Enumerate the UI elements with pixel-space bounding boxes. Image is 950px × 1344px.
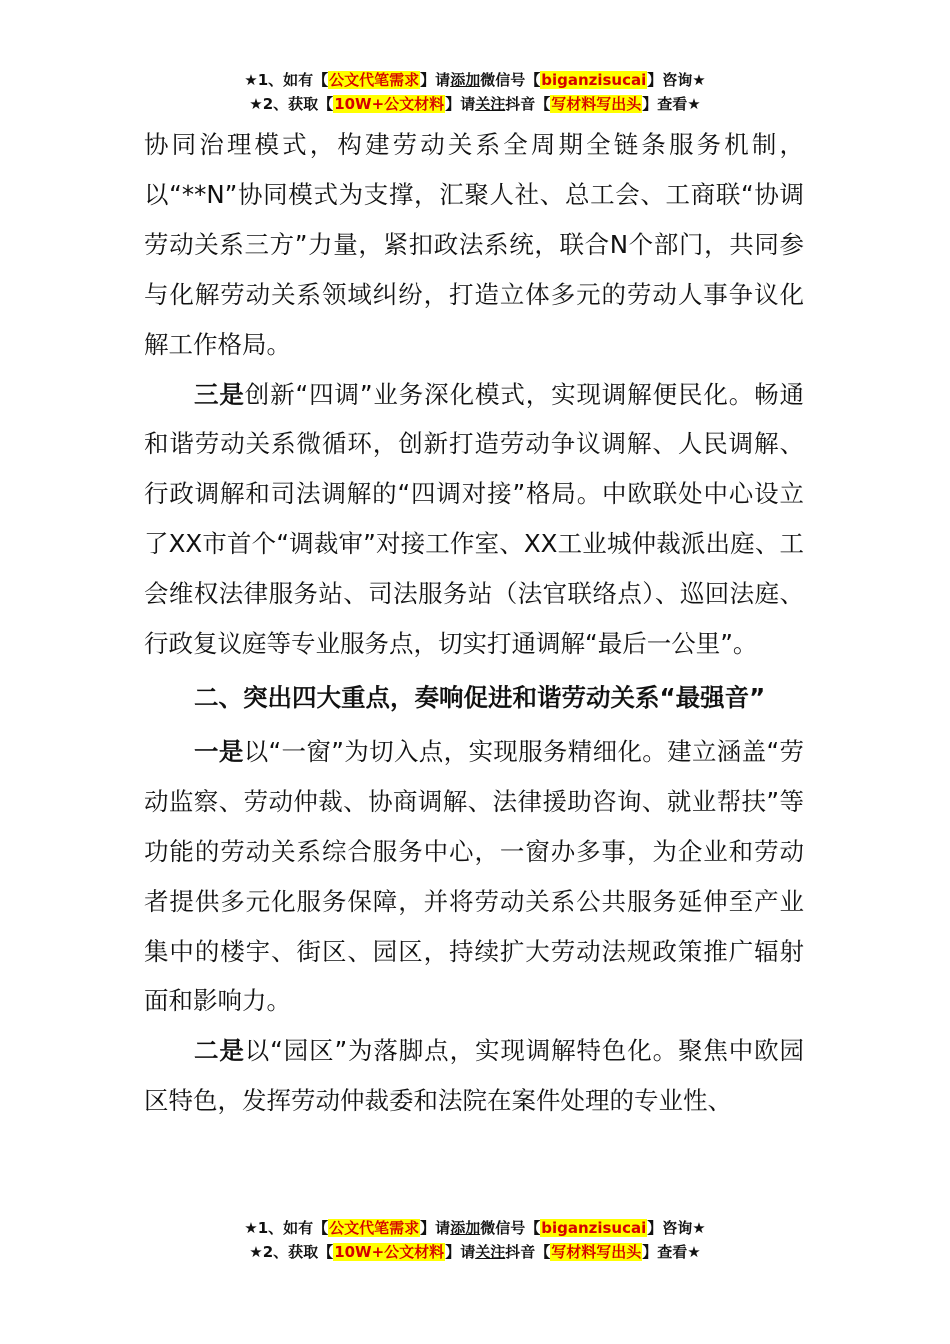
paragraph-lead: 一是	[194, 736, 244, 766]
banner-underline: 添加	[450, 71, 481, 89]
banner-highlight: 10W+公文材料	[334, 1243, 445, 1261]
paragraph-4	[144, 1026, 804, 1126]
paragraph-lead: 三是	[194, 379, 245, 409]
banner-douyin-id: 写材料写出头	[551, 95, 642, 113]
banner-line-2	[0, 1240, 950, 1264]
banner-text: 】请	[420, 71, 451, 89]
banner-underline: 关注	[475, 95, 506, 113]
section-heading: 二、突出四大重点，奏响促进和谐劳动关系“最强音”	[194, 682, 766, 712]
banner-text: 抖音【	[505, 1243, 551, 1261]
footer-banner	[0, 1216, 950, 1264]
banner-highlight: 公文代笔需求	[329, 1219, 420, 1237]
banner-text: ★1、如有【	[244, 71, 329, 89]
banner-underline: 添加	[450, 1219, 481, 1237]
header-banner	[0, 68, 950, 116]
paragraph-1: 协同治理模式，构建劳动关系全周期全链条服务机制，以“**N”协同模式为支撑，汇聚人社、总工会、工商联“协调劳动关系三方”力量，紧扣政法系统，联合N个部门，共同参与化解劳动关系领域纠纷，打造立体多元的劳动人事争议化解工作格局。	[144, 130, 804, 359]
banner-text: 微信号【	[480, 71, 541, 89]
banner-line-1	[0, 1216, 950, 1240]
paragraph-3	[144, 727, 804, 1026]
banner-text: ★2、获取【	[249, 95, 334, 113]
banner-douyin-id: 写材料写出头	[551, 1243, 642, 1261]
banner-text: ★1、如有【	[244, 1219, 329, 1237]
banner-text: 】请	[445, 95, 476, 113]
banner-wechat-id: biganzisucai	[541, 1219, 647, 1237]
banner-text: 】请	[445, 1243, 476, 1261]
banner-highlight: 公文代笔需求	[329, 71, 420, 89]
banner-highlight: 10W+公文材料	[334, 95, 445, 113]
banner-text: 】查看★	[642, 95, 701, 113]
banner-text: 】咨询★	[647, 71, 706, 89]
banner-text: ★2、获取【	[249, 1243, 334, 1261]
paragraph-lead: 二是	[194, 1036, 245, 1066]
paragraph-2	[144, 370, 804, 669]
banner-underline: 关注	[475, 1243, 506, 1261]
document-body	[144, 120, 804, 1126]
banner-text: 】咨询★	[647, 1219, 706, 1237]
banner-text: 】查看★	[642, 1243, 701, 1261]
banner-line-1	[0, 68, 950, 92]
banner-line-2	[0, 92, 950, 116]
banner-text: 微信号【	[480, 1219, 541, 1237]
paragraph-text: 以“园区”为落脚点，实现调解特色化。聚焦中欧园区特色，发挥劳动仲裁委和法院在案件处理的专业性、	[144, 1036, 804, 1116]
banner-wechat-id: biganzisucai	[541, 71, 647, 89]
banner-text: 抖音【	[505, 95, 551, 113]
banner-text: 】请	[420, 1219, 451, 1237]
paragraph-text: 以“一窗”为切入点，实现服务精细化。建立涵盖“劳动监察、劳动仲裁、协商调解、法律援助咨询、就业帮扶”等功能的劳动关系综合服务中心，一窗办多事，为企业和劳动者提供多元化服务保障，并将劳动关系公共服务延伸至产业集中的楼宇、街区、园区，持续扩大劳动法规政策推广辐射面和影响力。	[144, 736, 805, 1016]
paragraph-text: 创新“四调”业务深化模式，实现调解便民化。畅通和谐劳动关系微循环，创新打造劳动争议调解、人民调解、行政调解和司法调解的“四调对接”格局。中欧联处中心设立了XX市首个“调裁审”对接工作室、XX工业城仲裁派出庭、工会维权法律服务站、司法服务站（法官联络点）、巡回法庭、行政复议庭等专业服务点，切实打通调解“最后一公里”。	[144, 379, 804, 659]
